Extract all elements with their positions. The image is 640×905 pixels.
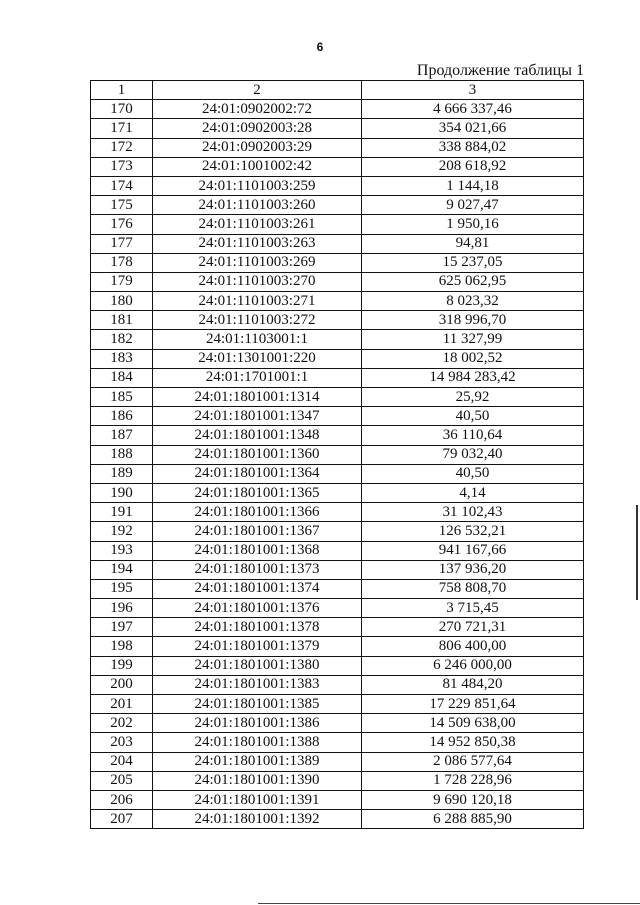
- table-row: [91, 253, 584, 272]
- cadastral-number-cell: 24:01:1801001:1364: [153, 464, 362, 483]
- cadastral-number-cell: 24:01:1103001:1: [153, 330, 362, 349]
- value-cell: 79 032,40: [362, 445, 584, 464]
- cadastral-number-cell: 24:01:1801001:1347: [153, 407, 362, 426]
- scan-edge-mark: [636, 505, 638, 600]
- row-number-cell: 179: [91, 272, 153, 291]
- table-row: [91, 579, 584, 598]
- value-cell: 11 327,99: [362, 330, 584, 349]
- table-row: [91, 522, 584, 541]
- row-number-cell: 171: [91, 119, 153, 138]
- row-number-cell: 185: [91, 388, 153, 407]
- value-cell: 9 690 120,18: [362, 790, 584, 809]
- row-number-cell: 181: [91, 311, 153, 330]
- table-row: [91, 407, 584, 426]
- cadastral-number-cell: 24:01:1801001:1380: [153, 656, 362, 675]
- cadastral-number-cell: 24:01:1801001:1376: [153, 599, 362, 618]
- value-cell: 2 086 577,64: [362, 752, 584, 771]
- cadastral-number-cell: 24:01:1101003:261: [153, 215, 362, 234]
- row-number-cell: 193: [91, 541, 153, 560]
- table-row: [91, 272, 584, 291]
- value-cell: 4 666 337,46: [362, 100, 584, 119]
- cadastral-number-cell: 24:01:1801001:1388: [153, 733, 362, 752]
- row-number-cell: 186: [91, 407, 153, 426]
- value-cell: 25,92: [362, 388, 584, 407]
- cadastral-number-cell: 24:01:1001002:42: [153, 157, 362, 176]
- scan-bottom-edge: [258, 903, 640, 904]
- table-row: [91, 733, 584, 752]
- row-number-cell: 172: [91, 138, 153, 157]
- table-row: [91, 196, 584, 215]
- table-header-row: [91, 81, 584, 100]
- row-number-cell: 199: [91, 656, 153, 675]
- cadastral-number-cell: 24:01:1701001:1: [153, 368, 362, 387]
- cadastral-number-cell: 24:01:1101003:270: [153, 272, 362, 291]
- table-row: [91, 100, 584, 119]
- page-number: 6: [316, 40, 324, 54]
- value-cell: 31 102,43: [362, 503, 584, 522]
- cadastral-number-cell: 24:01:1301001:220: [153, 349, 362, 368]
- cadastral-number-cell: 24:01:1801001:1391: [153, 790, 362, 809]
- header-cell-cadastral: 2: [153, 81, 362, 100]
- value-cell: 8 023,32: [362, 292, 584, 311]
- row-number-cell: 187: [91, 426, 153, 445]
- cadastral-number-cell: 24:01:1801001:1360: [153, 445, 362, 464]
- table-row: [91, 656, 584, 675]
- table-row: [91, 599, 584, 618]
- value-cell: 208 618,92: [362, 157, 584, 176]
- table-row: [91, 234, 584, 253]
- value-cell: 15 237,05: [362, 253, 584, 272]
- value-cell: 81 484,20: [362, 675, 584, 694]
- row-number-cell: 207: [91, 810, 153, 829]
- value-cell: 1 728 228,96: [362, 771, 584, 790]
- table-row: [91, 714, 584, 733]
- value-cell: 4,14: [362, 483, 584, 502]
- table-row: [91, 464, 584, 483]
- value-cell: 338 884,02: [362, 138, 584, 157]
- table-row: [91, 426, 584, 445]
- cadastral-number-cell: 24:01:1801001:1383: [153, 675, 362, 694]
- row-number-cell: 184: [91, 368, 153, 387]
- table-row: [91, 388, 584, 407]
- table-row: [91, 695, 584, 714]
- value-cell: 758 808,70: [362, 579, 584, 598]
- value-cell: 137 936,20: [362, 560, 584, 579]
- cadastral-number-cell: 24:01:1801001:1379: [153, 637, 362, 656]
- table-row: [91, 483, 584, 502]
- cadastral-number-cell: 24:01:1801001:1378: [153, 618, 362, 637]
- row-number-cell: 196: [91, 599, 153, 618]
- value-cell: 354 021,66: [362, 119, 584, 138]
- row-number-cell: 195: [91, 579, 153, 598]
- cadastral-number-cell: 24:01:0902002:72: [153, 100, 362, 119]
- parcel-value-table: [90, 80, 584, 829]
- table-row: [91, 157, 584, 176]
- header-cell-value: 3: [362, 81, 584, 100]
- row-number-cell: 183: [91, 349, 153, 368]
- row-number-cell: 198: [91, 637, 153, 656]
- value-cell: 126 532,21: [362, 522, 584, 541]
- cadastral-number-cell: 24:01:1801001:1348: [153, 426, 362, 445]
- header-cell-number: 1: [91, 81, 153, 100]
- row-number-cell: 174: [91, 176, 153, 195]
- value-cell: 270 721,31: [362, 618, 584, 637]
- cadastral-number-cell: 24:01:1101003:269: [153, 253, 362, 272]
- value-cell: 40,50: [362, 464, 584, 483]
- cadastral-number-cell: 24:01:1801001:1385: [153, 695, 362, 714]
- table-row: [91, 292, 584, 311]
- cadastral-number-cell: 24:01:1801001:1366: [153, 503, 362, 522]
- table-row: [91, 330, 584, 349]
- row-number-cell: 190: [91, 483, 153, 502]
- table-row: [91, 119, 584, 138]
- value-cell: 941 167,66: [362, 541, 584, 560]
- cadastral-number-cell: 24:01:1101003:259: [153, 176, 362, 195]
- cadastral-number-cell: 24:01:1801001:1390: [153, 771, 362, 790]
- table-row: [91, 560, 584, 579]
- row-number-cell: 178: [91, 253, 153, 272]
- cadastral-number-cell: 24:01:0902003:29: [153, 138, 362, 157]
- row-number-cell: 206: [91, 790, 153, 809]
- value-cell: 6 246 000,00: [362, 656, 584, 675]
- table-row: [91, 215, 584, 234]
- cadastral-number-cell: 24:01:1801001:1314: [153, 388, 362, 407]
- row-number-cell: 203: [91, 733, 153, 752]
- row-number-cell: 191: [91, 503, 153, 522]
- table-row: [91, 503, 584, 522]
- value-cell: 1 950,16: [362, 215, 584, 234]
- cadastral-number-cell: 24:01:1101003:271: [153, 292, 362, 311]
- value-cell: 318 996,70: [362, 311, 584, 330]
- cadastral-number-cell: 24:01:1801001:1386: [153, 714, 362, 733]
- cadastral-number-cell: 24:01:1801001:1392: [153, 810, 362, 829]
- row-number-cell: 175: [91, 196, 153, 215]
- row-number-cell: 180: [91, 292, 153, 311]
- value-cell: 94,81: [362, 234, 584, 253]
- table-continuation-caption: Продолжение таблицы 1: [416, 62, 584, 79]
- row-number-cell: 197: [91, 618, 153, 637]
- row-number-cell: 182: [91, 330, 153, 349]
- table-row: [91, 771, 584, 790]
- value-cell: 18 002,52: [362, 349, 584, 368]
- cadastral-number-cell: 24:01:1801001:1368: [153, 541, 362, 560]
- row-number-cell: 200: [91, 675, 153, 694]
- cadastral-number-cell: 24:01:1101003:272: [153, 311, 362, 330]
- table-row: [91, 810, 584, 829]
- table-row: [91, 138, 584, 157]
- cadastral-number-cell: 24:01:1101003:260: [153, 196, 362, 215]
- value-cell: 6 288 885,90: [362, 810, 584, 829]
- row-number-cell: 189: [91, 464, 153, 483]
- cadastral-number-cell: 24:01:1801001:1389: [153, 752, 362, 771]
- row-number-cell: 204: [91, 752, 153, 771]
- row-number-cell: 194: [91, 560, 153, 579]
- cadastral-number-cell: 24:01:1801001:1373: [153, 560, 362, 579]
- table-row: [91, 445, 584, 464]
- value-cell: 40,50: [362, 407, 584, 426]
- cadastral-number-cell: 24:01:1801001:1367: [153, 522, 362, 541]
- row-number-cell: 205: [91, 771, 153, 790]
- row-number-cell: 170: [91, 100, 153, 119]
- row-number-cell: 177: [91, 234, 153, 253]
- value-cell: 806 400,00: [362, 637, 584, 656]
- cadastral-number-cell: 24:01:1801001:1365: [153, 483, 362, 502]
- row-number-cell: 188: [91, 445, 153, 464]
- value-cell: 9 027,47: [362, 196, 584, 215]
- row-number-cell: 176: [91, 215, 153, 234]
- table-row: [91, 637, 584, 656]
- value-cell: 17 229 851,64: [362, 695, 584, 714]
- table-row: [91, 541, 584, 560]
- table-row: [91, 176, 584, 195]
- table-row: [91, 349, 584, 368]
- table-row: [91, 752, 584, 771]
- table-body: [91, 81, 584, 829]
- value-cell: 36 110,64: [362, 426, 584, 445]
- table-row: [91, 618, 584, 637]
- value-cell: 3 715,45: [362, 599, 584, 618]
- table-row: [91, 311, 584, 330]
- cadastral-number-cell: 24:01:1801001:1374: [153, 579, 362, 598]
- row-number-cell: 202: [91, 714, 153, 733]
- row-number-cell: 173: [91, 157, 153, 176]
- table-row: [91, 790, 584, 809]
- value-cell: 14 952 850,38: [362, 733, 584, 752]
- value-cell: 14 984 283,42: [362, 368, 584, 387]
- cadastral-number-cell: 24:01:1101003:263: [153, 234, 362, 253]
- table-row: [91, 675, 584, 694]
- row-number-cell: 192: [91, 522, 153, 541]
- value-cell: 625 062,95: [362, 272, 584, 291]
- value-cell: 1 144,18: [362, 176, 584, 195]
- row-number-cell: 201: [91, 695, 153, 714]
- table-row: [91, 368, 584, 387]
- value-cell: 14 509 638,00: [362, 714, 584, 733]
- cadastral-number-cell: 24:01:0902003:28: [153, 119, 362, 138]
